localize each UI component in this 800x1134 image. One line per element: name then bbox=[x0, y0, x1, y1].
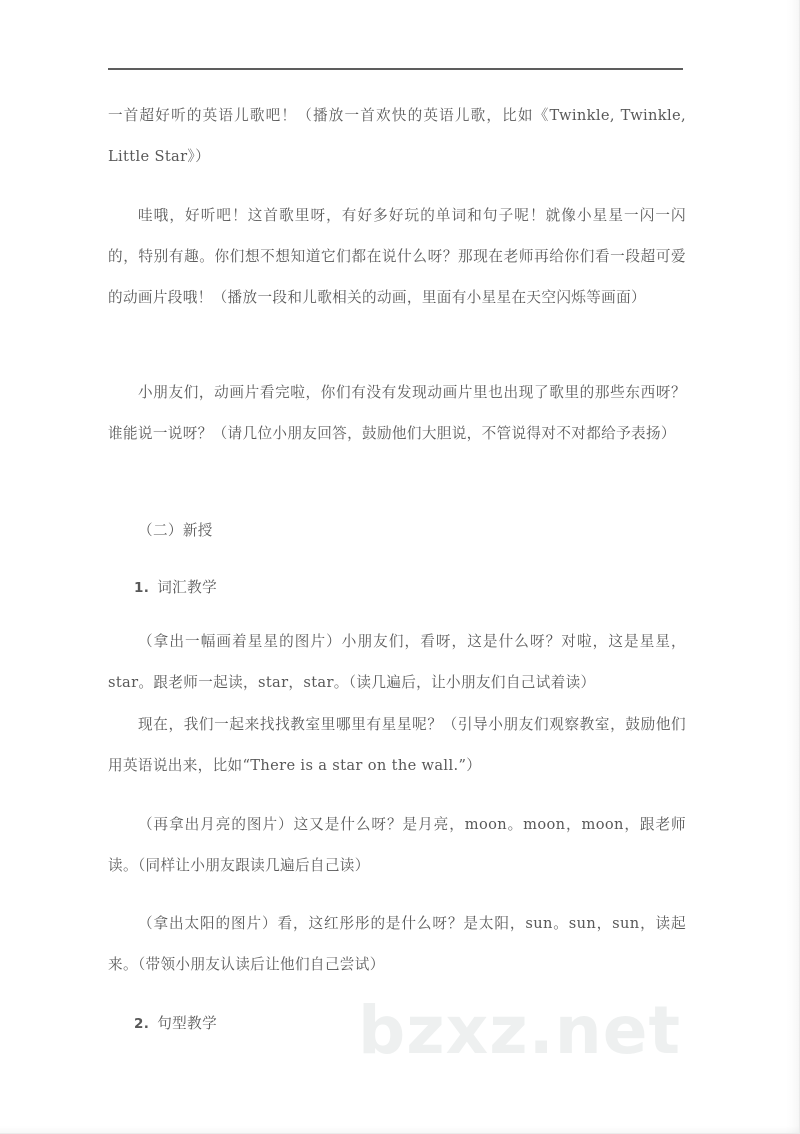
heading-vocabulary-teaching bbox=[112, 567, 690, 609]
paragraph-moon-teaching: （再拿出月亮的图片）这又是什么呀？是月亮，moon。moon，moon，跟老师读。（同样让小朋友跟读几遍后自己读） bbox=[108, 815, 686, 874]
heading-sentence-label: 句型教学 bbox=[157, 1014, 218, 1032]
page-bottom-edge-shadow bbox=[0, 1126, 799, 1133]
paragraph-cartoon-question: 小朋友们，动画片看完啦，你们有没有发现动画片里也出现了歌里的那些东西呀？谁能说一说呀？（请几位小朋友回答，鼓励他们大胆说，不管说得对不对都给予表扬） bbox=[108, 383, 686, 442]
page-right-edge-shadow bbox=[785, 0, 799, 1133]
heading-vocabulary-label: 词汇教学 bbox=[157, 578, 218, 596]
heading-sentence-pattern-teaching bbox=[112, 1003, 690, 1045]
paragraph-star-teaching: （拿出一幅画着星星的图片）小朋友们，看呀，这是什么呀？对啦，这是星星，star。跟老师一起读，star，star。（读几遍后，让小朋友们自己试着读） bbox=[108, 632, 686, 691]
heading-vocabulary-number: 1. bbox=[134, 579, 150, 596]
heading-sentence-number: 2. bbox=[134, 1015, 150, 1032]
paragraph-song-reaction: 哇哦，好听吧！这首歌里呀，有好多好玩的单词和句子呢！就像小星星一闪一闪的，特别有趣。你们想不想知道它们都在说什么呀？那现在老师再给你们看一段超可爱的动画片段哦！（播放一段和儿歌相关的动画，里面有小星星在天空闪烁等画面） bbox=[108, 206, 686, 306]
paragraph-classroom-search: 现在，我们一起来找找教室里哪里有星星呢？（引导小朋友们观察教室，鼓励他们用英语说出来，比如“There is a star on the wall.”） bbox=[108, 715, 686, 774]
header-divider-rule bbox=[108, 68, 683, 70]
heading-section-new-teaching: （二）新授 bbox=[138, 521, 213, 539]
paragraph-song-continuation: 一首超好听的英语儿歌吧！（播放一首欢快的英语儿歌，比如《Twinkle, Twinkle, Little Star》） bbox=[108, 106, 686, 165]
paragraph-sun-teaching: （拿出太阳的图片）看，这红彤彤的是什么呀？是太阳，sun。sun，sun，读起来。（带领小朋友认读后让他们自己尝试） bbox=[108, 914, 686, 973]
site-watermark: bzxz.net bbox=[358, 992, 682, 1069]
